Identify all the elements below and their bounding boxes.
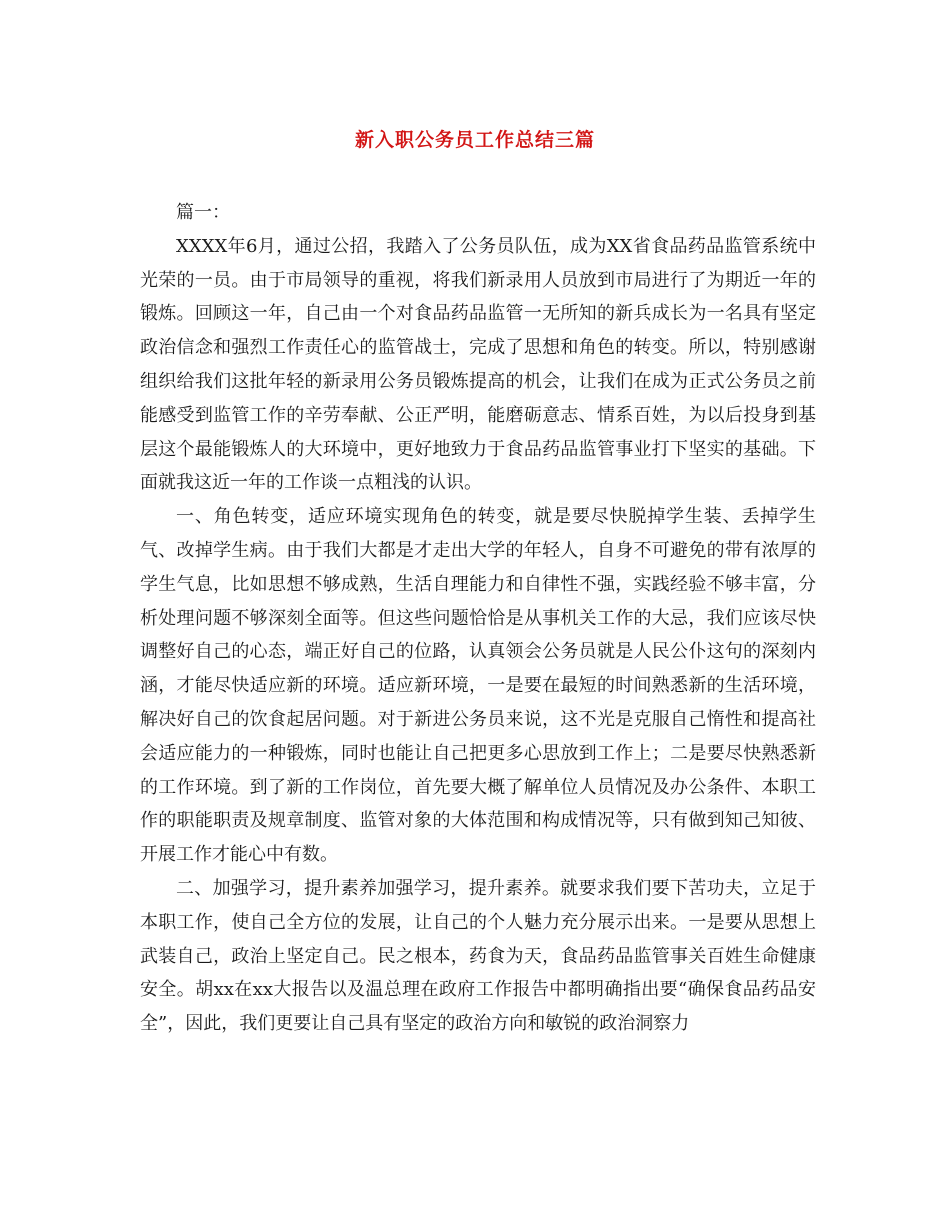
- paragraph-study: 二、加强学习，提升素养加强学习，提升素养。就要求我们要下苦功夫，立足于本职工作，使自己全方位的发展，让自己的个人魅力充分展示出来。一是要从思想上武装自己，政治上坚定自己。民之根本，药食为天，食品药品监管事关百姓生命健康安全。胡xx在xx大报告以及温总理在政府工作报告中都明确指出要“确保食品药品安全”，因此，我们更要让自己具有坚定的政治方向和敏锐的政治洞察力: [140, 877, 816, 1035]
- document-body: [140, 196, 816, 1041]
- paragraph-role-change: 一、角色转变，适应环境实现角色的转变，就是要尽快脱掉学生装、丢掉学生气、改掉学生病。由于我们大都是才走出大学的年轻人，自身不可避免的带有浓厚的学生气息，比如思想不够成熟，生活自理能力和自律性不强，实践经验不够丰富，分析处理问题不够深刻全面等。但这些问题恰恰是从事机关工作的大忌，我们应该尽快调整好自己的心态，端正好自己的位路，认真领会公务员就是人民公仆这句的深刻内涵，才能尽快适应新的环境。适应新环境，一是要在最短的时间熟悉新的生活环境，解决好自己的饮食起居问题。对于新进公务员来说，这不光是克服自己惰性和提高社会适应能力的一种锻炼，同时也能让自己把更多心思放到工作上；二是要尽快熟悉新的工作环境。到了新的工作岗位，首先要大概了解单位人员情况及办公条件、本职工作的职能职责及规章制度、监管对象的大体范围和构成情况等，只有做到知己知彼、开展工作才能心中有数。: [140, 506, 816, 866]
- document-title: 新入职公务员工作总结三篇: [354, 129, 595, 151]
- paragraph-intro: XXXX年6月，通过公招，我踏入了公务员队伍，成为XX省食品药品监管系统中光荣的一员。由于市局领导的重视，将我们新录用人员放到市局进行了为期近一年的锻炼。回顾这一年，自己由一个对食品药品监管一无所知的新兵成长为一名具有坚定政治信念和强烈工作责任心的监管战士，完成了思想和角色的转变。所以，特别感谢组织给我们这批年轻的新录用公务员锻炼提高的机会，让我们在成为正式公务员之前能感受到监管工作的辛劳奉献、公正严明，能磨砺意志、情系百姓，为以后投身到基层这个最能锻炼人的大环境中，更好地致力于食品药品监管事业打下坚实的基础。下面就我这近一年的工作谈一点粗浅的认识。: [140, 235, 816, 494]
- section-label: 篇一：: [176, 202, 230, 223]
